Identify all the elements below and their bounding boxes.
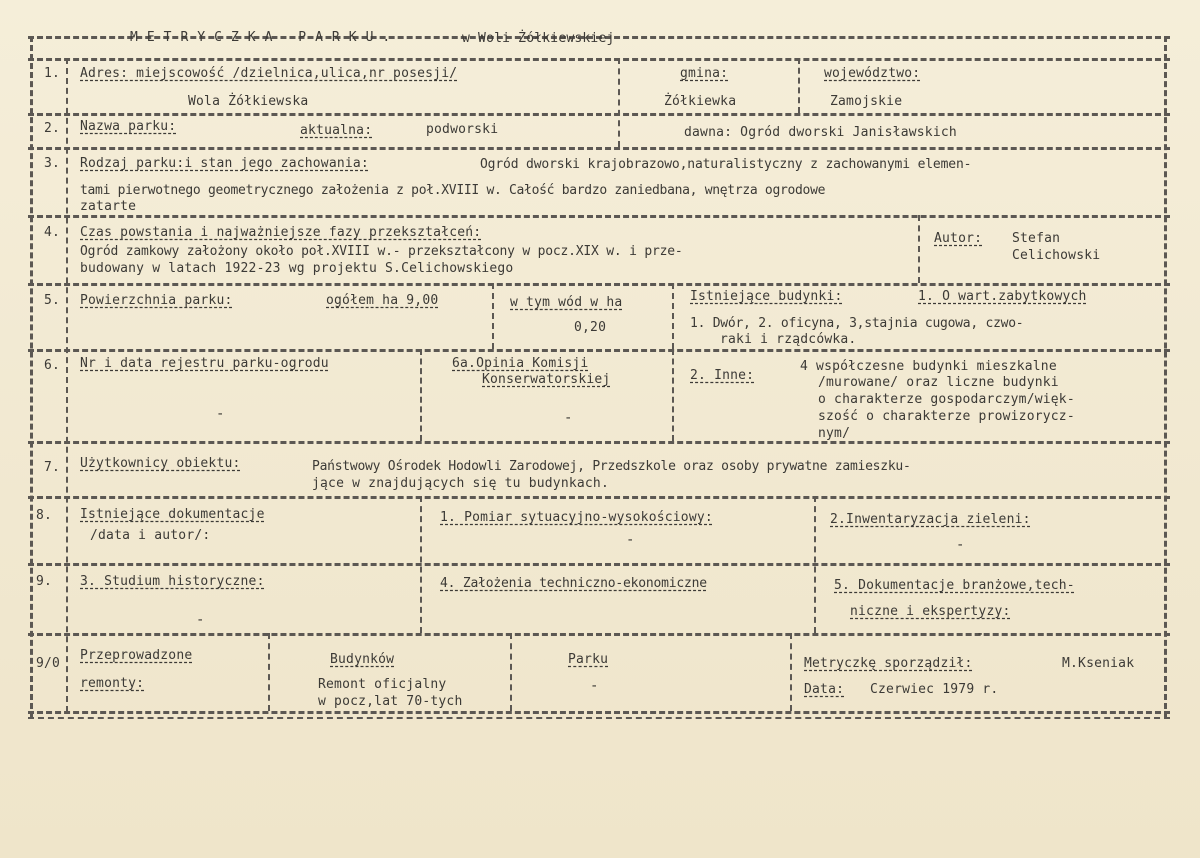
rule-r8-a bbox=[420, 496, 422, 633]
opinion-label-1: 6a.Opinia Komisji bbox=[452, 356, 589, 371]
documentation-label-2: /data i autor/: bbox=[90, 528, 211, 543]
rule-r5-a bbox=[492, 283, 494, 349]
buildings-line-1: 1. Dwór, 2. oficyna, 3,stajnia cugowa, czwo- bbox=[690, 316, 1024, 331]
register-value: - bbox=[216, 406, 225, 422]
rule-bottom-1 bbox=[28, 711, 1170, 714]
park-type-line-2: tami pierwotnego geometrycznego założenia z poł.XVIII w. Całość bardzo zaniedbana, wnętrza ogrodowe bbox=[80, 183, 826, 198]
voivodeship-value: Zamojskie bbox=[830, 94, 903, 109]
other-buildings-line-2: /murowane/ oraz liczne budynki bbox=[818, 375, 1059, 390]
greenery-value: - bbox=[956, 537, 965, 553]
rule-r1-a bbox=[618, 58, 620, 147]
technical-docs-label-1: 5. Dokumentacje branżowe,tech- bbox=[834, 578, 1075, 593]
row-5-number: 5. bbox=[44, 293, 61, 308]
park-name-former: dawna: Ogród dworski Janisławskich bbox=[684, 125, 957, 140]
opinion-value: - bbox=[564, 410, 573, 426]
area-label: Powierzchnia parku: bbox=[80, 293, 233, 308]
rule-row7 bbox=[28, 441, 1170, 444]
renovations-buildings-label: Budynków bbox=[330, 652, 395, 667]
voivodeship-label: województwo: bbox=[824, 66, 921, 81]
park-type-line-1: Ogród dworski krajobrazowo,naturalistyczny z zachowanymi elemen- bbox=[480, 157, 972, 172]
rule-r8-b bbox=[814, 496, 816, 633]
register-label: Nr i data rejestru parku-ogrodu bbox=[80, 356, 329, 371]
row-4-number: 4. bbox=[44, 225, 61, 240]
rule-row3 bbox=[28, 147, 1170, 150]
renovations-park-value: - bbox=[590, 678, 599, 694]
rule-row10 bbox=[28, 633, 1170, 636]
author-label: Autor: bbox=[934, 231, 983, 246]
row-3-number: 3. bbox=[44, 156, 61, 171]
rule-row6 bbox=[28, 349, 1170, 352]
study-value: - bbox=[196, 612, 205, 628]
gmina-label: gmina: bbox=[680, 66, 729, 81]
park-name-label: Nazwa parku: bbox=[80, 119, 177, 134]
rule-row1 bbox=[28, 58, 1170, 61]
other-buildings-line-4: szość o charakterze prowizorycz- bbox=[818, 409, 1075, 424]
area-total: ogółem ha 9,00 bbox=[326, 293, 439, 308]
rule-r5-b bbox=[672, 283, 674, 349]
renovations-label-1: Przeprowadzone bbox=[80, 648, 193, 663]
study-label: 3. Studium historyczne: bbox=[80, 574, 265, 589]
row-7-number: 7. bbox=[44, 460, 61, 475]
other-buildings-line-1: 4 współczesne budynki mieszkalne bbox=[800, 359, 1057, 374]
rule-row2 bbox=[28, 113, 1170, 116]
technical-docs-value: - bbox=[976, 626, 985, 642]
date-value: Czerwiec 1979 r. bbox=[870, 682, 999, 697]
greenery-label: 2.Inwentaryzacja zieleni: bbox=[830, 512, 1031, 527]
address-value: Wola Żółkiewska bbox=[188, 94, 309, 109]
row-10-number: 9/0 bbox=[36, 656, 61, 671]
users-line-1: Państwowy Ośrodek Hodowli Zarodowej, Przedszkole oraz osoby prywatne zamieszku- bbox=[312, 459, 911, 474]
history-line-1: Ogród zamkowy założony około poł.XVIII w.- przekształcony w pocz.XIX w. i prze- bbox=[80, 244, 683, 259]
rule-row5 bbox=[28, 283, 1170, 286]
opinion-label-2: Konserwatorskiej bbox=[482, 372, 611, 387]
made-by-value: M.Kseniak bbox=[1062, 656, 1135, 671]
history-label: Czas powstania i najważniejsze fazy przekształceń: bbox=[80, 225, 482, 240]
buildings-historic-label: 1. O wart.zabytkowych bbox=[918, 289, 1087, 304]
made-by-label: Metryczkę sporządził: bbox=[804, 656, 973, 671]
renovations-buildings-line-1: Remont oficjalny bbox=[318, 677, 447, 692]
rule-r6-b bbox=[672, 349, 674, 441]
water-value: 0,20 bbox=[574, 320, 607, 335]
rule-bottom-2 bbox=[28, 717, 1170, 719]
row-6-number: 6. bbox=[44, 358, 61, 373]
rule-r10-c bbox=[790, 633, 792, 711]
row-9-number: 9. bbox=[36, 574, 53, 589]
rule-r10-a bbox=[268, 633, 270, 711]
author-line-2: Celichowski bbox=[1012, 248, 1101, 263]
rule-r10-b bbox=[510, 633, 512, 711]
other-buildings-line-5: nym/ bbox=[818, 426, 851, 441]
technical-docs-label-2: niczne i ekspertyzy: bbox=[850, 604, 1011, 619]
row-1-number: 1. bbox=[44, 66, 61, 81]
economic-label: 4. Założenia techniczno-ekonomiczne bbox=[440, 576, 707, 591]
park-name-current-value: podworski bbox=[426, 122, 499, 137]
card-title-place: w Woli Żółkiewskiej bbox=[462, 31, 615, 46]
author-line-1: Stefan bbox=[1012, 231, 1061, 246]
renovations-buildings-line-2: w pocz,lat 70-tych bbox=[318, 694, 463, 709]
survey-value: - bbox=[626, 532, 635, 548]
card-title: METRYCZKA PARKU. bbox=[130, 30, 400, 45]
rule-number-column bbox=[66, 58, 68, 712]
park-name-current-label: aktualna: bbox=[300, 123, 373, 138]
park-type-line-3: zatarte bbox=[80, 199, 137, 214]
rule-right bbox=[1164, 36, 1167, 718]
rule-row4 bbox=[28, 215, 1170, 218]
rule-r6-a bbox=[420, 349, 422, 441]
buildings-line-2: raki i rządcówka. bbox=[720, 332, 857, 347]
other-buildings-line-3: o charakterze gospodarczym/więk- bbox=[818, 392, 1075, 407]
rule-r1-b bbox=[798, 58, 800, 113]
users-line-2: jące w znajdujących się tu budynkach. bbox=[312, 476, 609, 491]
history-line-2: budowany w latach 1922-23 wg projektu S.Celichowskiego bbox=[80, 261, 514, 276]
users-label: Użytkownicy obiektu: bbox=[80, 456, 241, 471]
rule-row8 bbox=[28, 496, 1170, 499]
row-2-number: 2. bbox=[44, 121, 61, 136]
date-label: Data: bbox=[804, 682, 845, 697]
other-buildings-label: 2. Inne: bbox=[690, 368, 755, 383]
survey-label: 1. Pomiar sytuacyjno-wysokościowy: bbox=[440, 510, 713, 525]
rule-row9 bbox=[28, 563, 1170, 566]
row-8-number: 8. bbox=[36, 508, 53, 523]
renovations-label-2: remonty: bbox=[80, 676, 145, 691]
renovations-park-label: Parku bbox=[568, 652, 609, 667]
documentation-label-1: Istniejące dokumentacje bbox=[80, 507, 265, 522]
address-label: Adres: miejscowość /dzielnica,ulica,nr posesji/ bbox=[80, 66, 458, 81]
rule-r4 bbox=[918, 215, 920, 283]
rule-left bbox=[30, 36, 33, 718]
water-label: w tym wód w ha bbox=[510, 295, 623, 310]
gmina-value: Żółkiewka bbox=[664, 94, 737, 109]
park-type-label: Rodzaj parku:i stan jego zachowania: bbox=[80, 156, 369, 171]
buildings-label: Istniejące budynki: bbox=[690, 289, 843, 304]
